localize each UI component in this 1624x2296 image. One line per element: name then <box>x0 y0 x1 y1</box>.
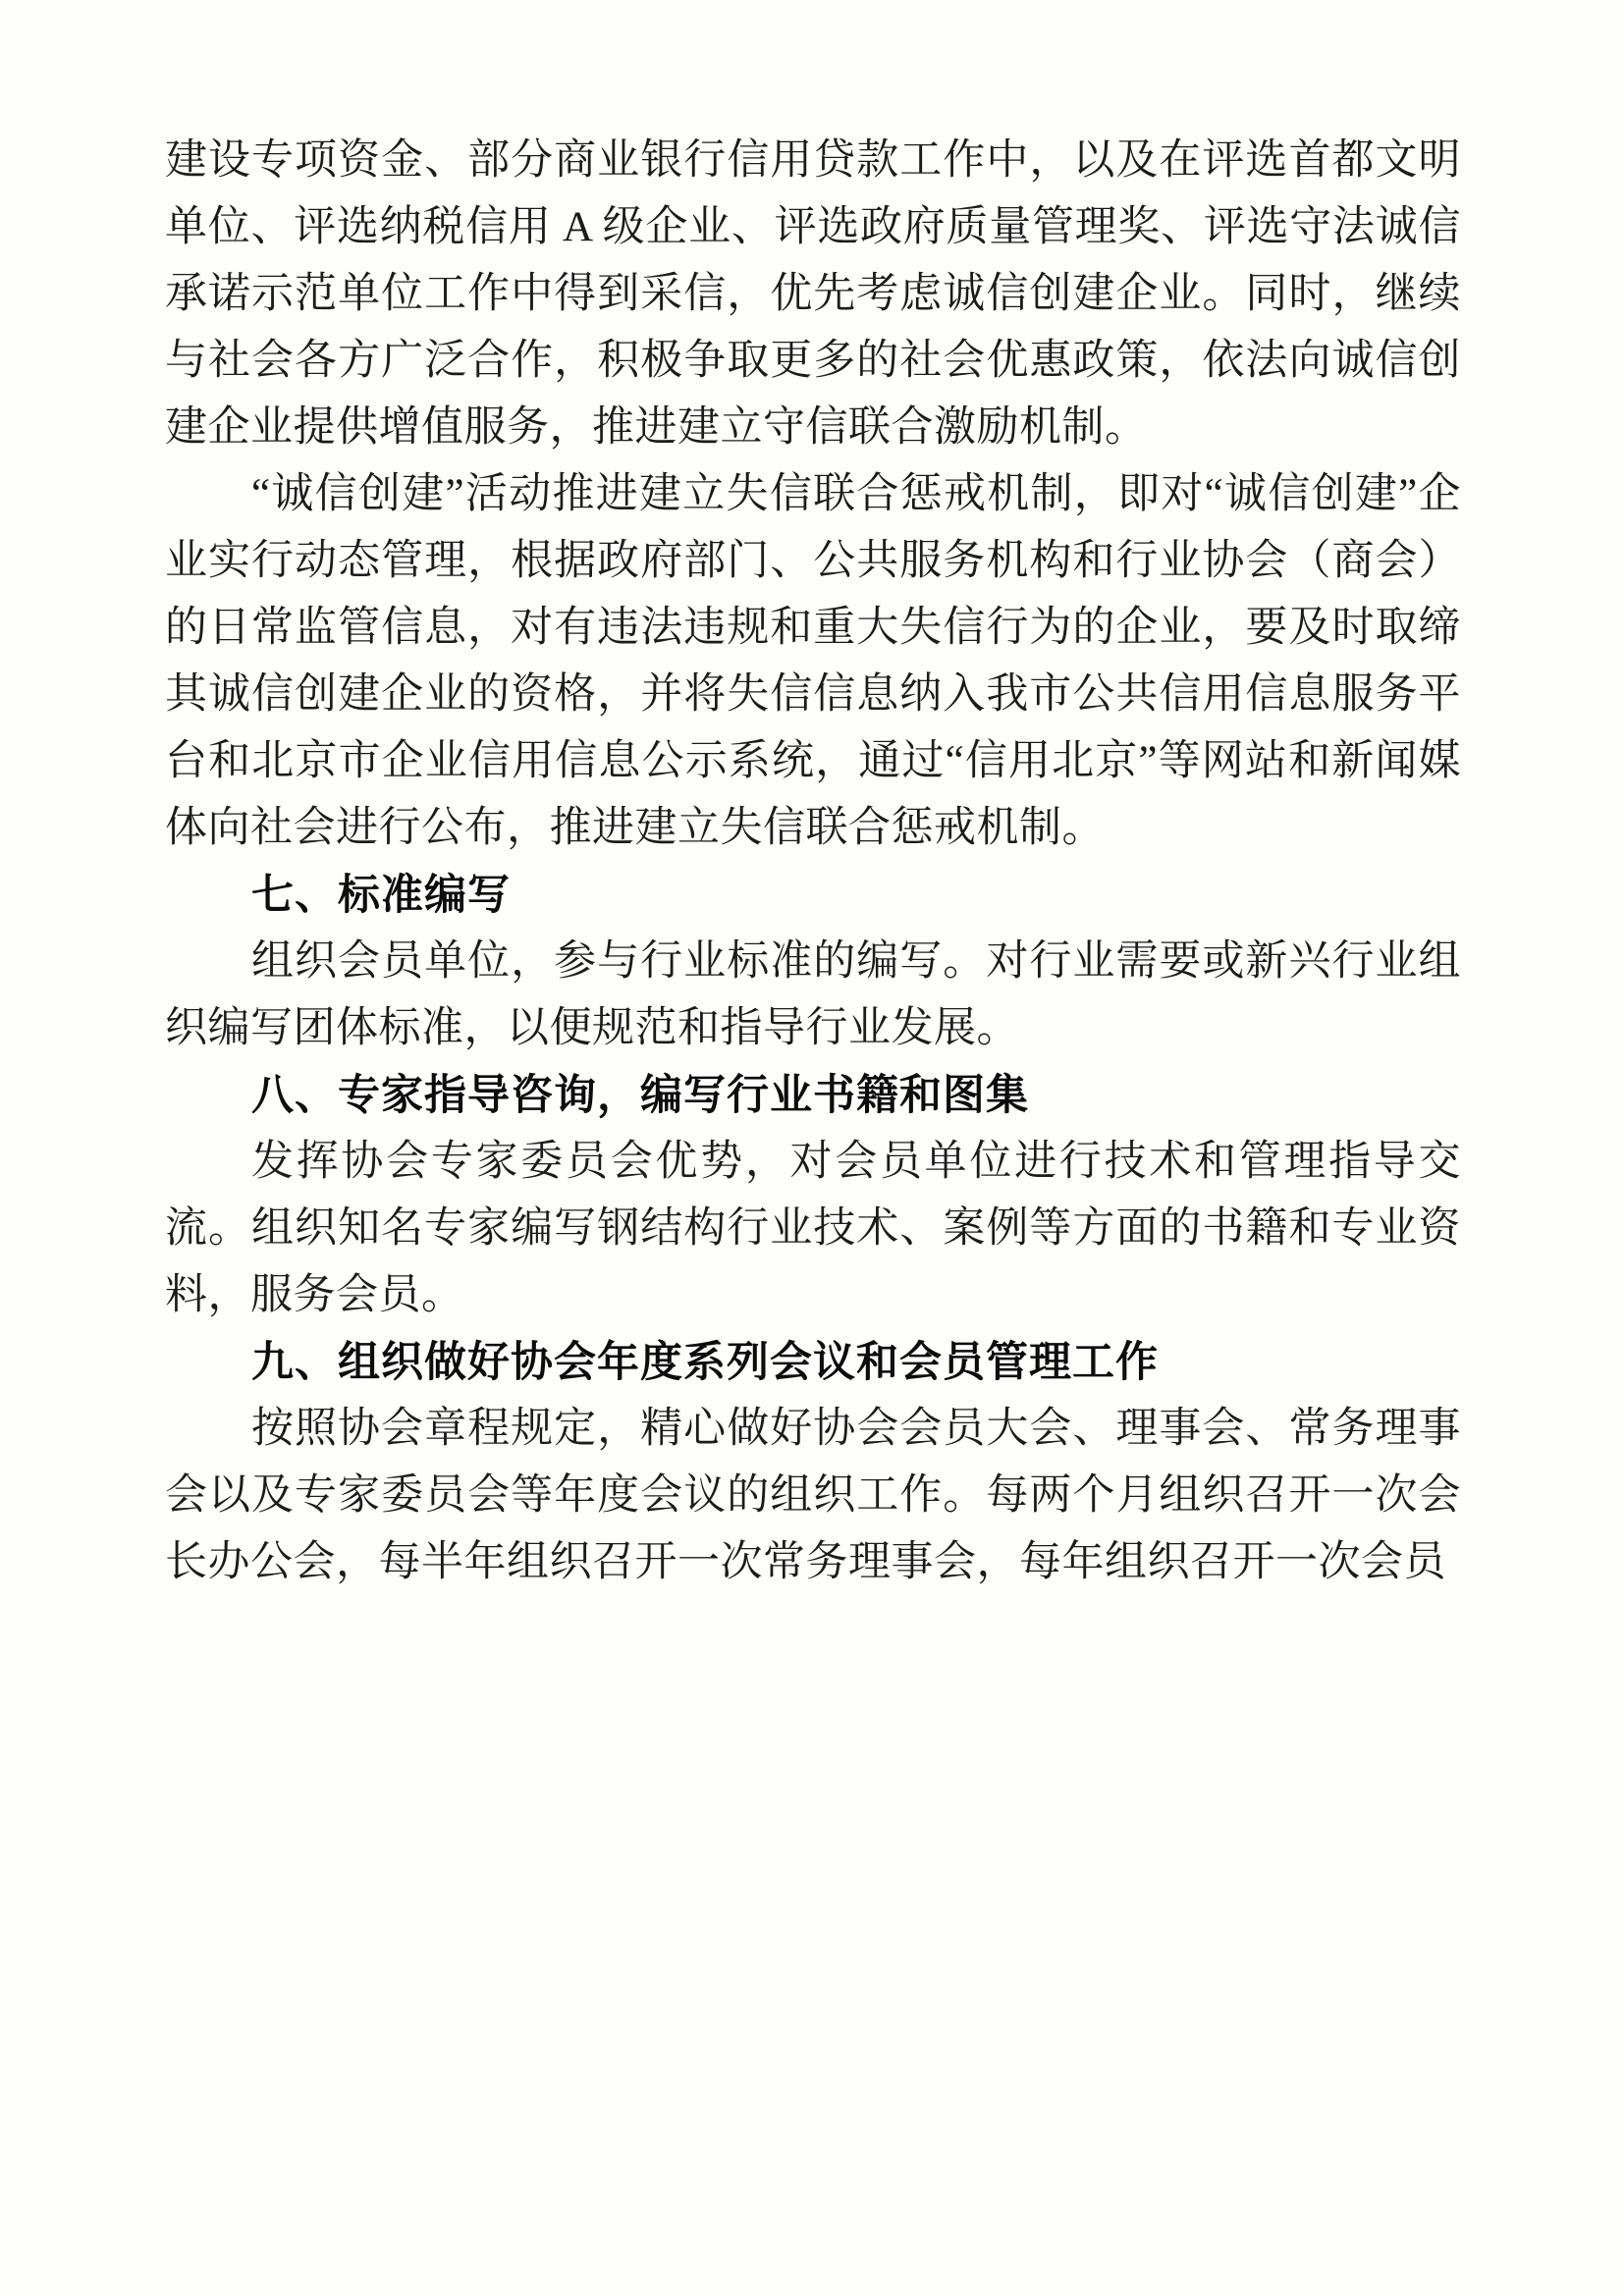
paragraph-continuation-incentive-mechanism: 建设专项资金、部分商业银行信用贷款工作中，以及在评选首都文明单位、评选纳税信用 A 级企业、评选政府质量管理奖、评选守法诚信承诺示范单位工作中得到采信，优先考虑诚信创建企业。同时，继续与社会各方广泛合作，积极争取更多的社会优惠政策，依法向诚信创建企业提供增值服务，推进建立守信联合激励机制。 <box>165 137 1461 451</box>
paragraph-standards-drafting: 组织会员单位，参与行业标准的编写。对行业需要或新兴行业组织编写团体标准，以便规范和指导行业发展。 <box>165 938 1461 1051</box>
paragraph-annual-meeting-organization: 按照协会章程规定，精心做好协会会员大会、理事会、常务理事会以及专家委员会等年度会议的组织工作。每两个月组织召开一次会长办公会，每半年组织召开一次常务理事会，每年组织召开一次会员 <box>165 1406 1461 1585</box>
heading-section-nine-annual-meetings: 九、组织做好协会年度系列会议和会员管理工作 <box>251 1339 1159 1386</box>
heading-section-eight-expert-consulting: 八、专家指导咨询，编写行业书籍和图集 <box>251 1072 1029 1119</box>
page-content-column <box>165 128 1461 1596</box>
paragraph-expert-committee-services: 发挥协会专家委员会优势，对会员单位进行技术和管理指导交流。组织知名专家编写钢结构行业技术、案例等方面的书籍和专业资料，服务会员。 <box>165 1139 1461 1318</box>
paragraph-joint-punishment-mechanism: “诚信创建”活动推进建立失信联合惩戒机制，即对“诚信创建”企业实行动态管理，根据政府部门、公共服务机构和行业协会（商会）的日常监管信息，对有违法违规和重大失信行为的企业，要及时取缔其诚信创建企业的资格，并将失信信息纳入我市公共信用信息服务平台和北京市企业信用信息公示系统，通过“信用北京”等网站和新闻媒体向社会进行公布，推进建立失信联合惩戒机制。 <box>165 471 1461 851</box>
heading-section-seven-standards: 七、标准编写 <box>251 872 511 919</box>
